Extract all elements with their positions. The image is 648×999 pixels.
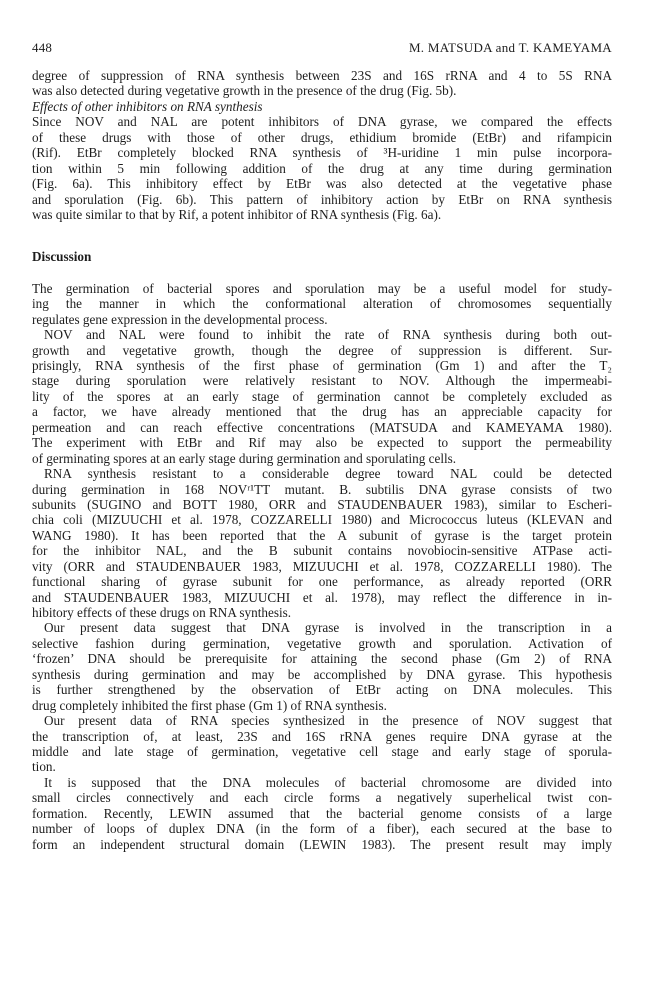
text-line: synthesis during germination and may be accomplished by DNA gyrase. This hypothesis <box>32 666 612 682</box>
running-head: M. MATSUDA and T. KAMEYAMA <box>408 40 612 55</box>
text-line: degree of suppression of RNA synthesis between 23S and 16S rRNA and 4 to 5S RNA <box>32 68 612 83</box>
text-line: form an independent structural domain (LEWIN 1983). The present result may imply <box>32 836 612 852</box>
text-line: prisingly, RNA synthesis of the first phase of germination (Gm 1) and after the T₂ <box>32 358 612 373</box>
text-line: Our present data of RNA species synthesized in the presence of NOV suggest that <box>44 713 612 729</box>
text-line: (Fig. 6a). This inhibitory effect by EtBr was also detected at the vegetative phase <box>32 176 612 192</box>
text-line: was also detected during vegetative growth in the presence of the drug (Fig. 5b). <box>32 83 457 99</box>
text-line: middle and late stage of germination, vegetative cell stage and early stage of sporula- <box>32 743 612 759</box>
text-line: Our present data suggest that DNA gyrase is involved in the transcription in a <box>44 620 612 636</box>
text-line: the transcription of, at least, 23S and 16S rRNA genes require DNA gyrase at the <box>32 728 612 744</box>
text-line: It is supposed that the DNA molecules of bacterial chromosome are divided into <box>44 774 612 790</box>
text-line: drug completely inhibited the first phase (Gm 1) of RNA synthesis. <box>32 697 387 713</box>
discussion-text <box>32 281 612 852</box>
text-line: chia coli (MIZUUCHI et al. 1978, COZZARELLI 1980) and Micrococcus luteus (KLEVAN and <box>32 512 612 528</box>
text-line: tion. <box>32 759 56 775</box>
text-line: permeation and can reach effective concentrations (MATSUDA and KAMEYAMA 1980). <box>32 419 612 435</box>
text-line: of these drugs with those of other drugs, ethidium bromide (EtBr) and rifampicin <box>32 129 612 145</box>
text-line: (Rif). EtBr completely blocked RNA synthesis of ³H-uridine 1 min pulse incorpora- <box>32 145 612 161</box>
text-line: lity of the spores at an early stage of germination cannot be completely excluded as <box>32 388 612 404</box>
text-line: and STAUDENBAUER 1983, MIZUUCHI et al. 1978), may reflect the difference in in- <box>32 589 612 605</box>
text-line: stage during sporulation were relatively resistant to NOV. Although the impermeabi- <box>32 373 612 389</box>
text-line: for the inhibitor NAL, and the B subunit contains novobiocin-sensitive ATPase acti- <box>32 543 612 559</box>
text-line: vity (ORR and STAUDENBAUER 1983, MIZUUCHI et al. 1978, COZZARELLI 1980). The <box>32 558 612 574</box>
text-line: was quite similar to that by Rif, a potent inhibitor of RNA synthesis (Fig. 6a). <box>32 206 442 222</box>
text-line: and sporulation (Fig. 6b). This pattern of inhibitory action by EtBr on RNA synthesis <box>32 191 612 207</box>
text-line: growth and vegetative growth, though the degree of suppression is different. Sur- <box>32 342 612 358</box>
text-line: during germination in 168 NOVʳ¹TT mutant. B. subtilis DNA gyrase consists of two <box>32 481 612 497</box>
body-text <box>32 68 612 852</box>
text-line: formation. Recently, LEWIN assumed that the bacterial genome consists of a large <box>32 805 612 821</box>
text-line: The experiment with EtBr and Rif may also be expected to support the permeability <box>32 435 612 451</box>
text-line: Since NOV and NAL are potent inhibitors of DNA gyrase, we compared the effects <box>32 114 612 130</box>
text-line: small circles connectively and each circle forms a negatively superhelical twist con- <box>32 790 612 806</box>
text-line: subunits (SUGINO and BOTT 1980, ORR and STAUDENBAUER 1983), similar to Escheri- <box>32 496 612 512</box>
page-number: 448 <box>32 40 53 55</box>
page-header <box>32 40 612 55</box>
text-line: ing the manner in which the conformational alteration of chromosomes sequentially <box>32 296 612 312</box>
text-line: number of loops of duplex DNA (in the form of a fiber), each secured at the base to <box>32 821 612 837</box>
section-heading-discussion: Discussion <box>32 249 92 265</box>
subsection-heading: Effects of other inhibitors on RNA synthesis <box>32 98 263 114</box>
text-line: The germination of bacterial spores and sporulation may be a useful model for study- <box>32 280 612 296</box>
text-line: of germinating spores at an early stage during germination and sporulating cells. <box>32 450 457 466</box>
text-line: hibitory effects of these drugs on RNA synthesis. <box>32 605 292 620</box>
text-line: a factor, we have already mentioned that the drug has an appreciable capacity for <box>32 404 612 420</box>
paragraph-results-end <box>32 68 612 99</box>
text-line: ‘frozen’ DNA should be prerequisite for attaining the second phase (Gm 2) of RNA <box>32 651 612 667</box>
text-line: regulates gene expression in the developmental process. <box>32 311 328 327</box>
text-line: NOV and NAL were found to inhibit the rate of RNA synthesis during both out- <box>44 327 612 343</box>
text-line: RNA synthesis resistant to a considerable degree toward NAL could be detected <box>44 466 612 482</box>
paragraph-other-inhibitors <box>32 114 612 222</box>
text-line: selective fashion during germination, vegetative growth and sporulation. Activation of <box>32 635 612 651</box>
text-line: is further strengthened by the observation of EtBr acting on DNA molecules. This <box>32 682 612 698</box>
text-line: functional sharing of gyrase subunit for one performance, as already reported (ORR <box>32 574 612 590</box>
text-line: WANG 1980). It has been reported that the A subunit of gyrase is the target protein <box>32 527 612 543</box>
text-line: tion within 5 min following addition of the drug at any time during germination <box>32 160 612 176</box>
